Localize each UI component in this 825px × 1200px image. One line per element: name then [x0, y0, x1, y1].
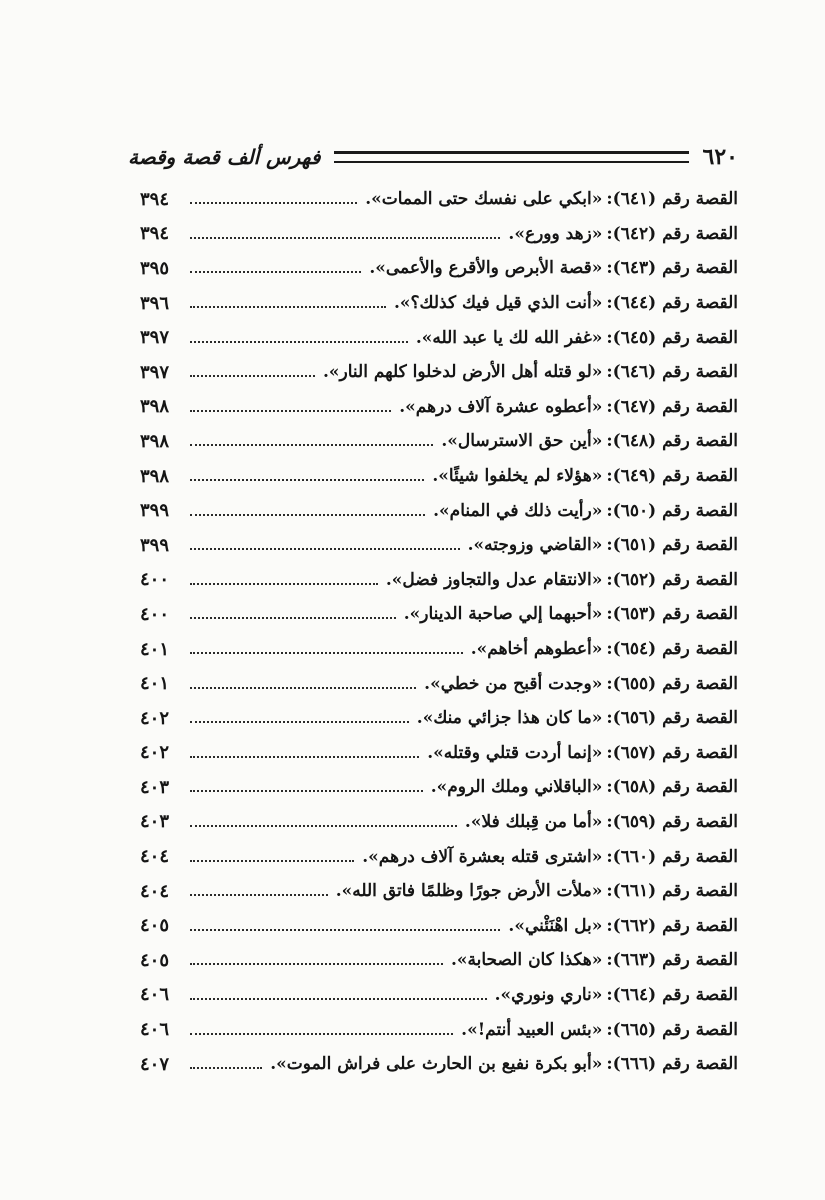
dot-leader — [190, 237, 500, 239]
entry-page-number: ٣٩٦ — [140, 292, 170, 314]
entry-label: القصة رقم (٦٥٦): — [606, 708, 738, 729]
toc-entry — [140, 424, 738, 459]
entry-title: «هؤلاء لم يخلفوا شيئًا». — [432, 466, 603, 487]
entry-title: «اشترى قتله بعشرة آلاف درهم». — [362, 846, 603, 867]
entry-title: «بئس العبيد أنتم!». — [461, 1019, 603, 1040]
toc-entry — [140, 874, 738, 909]
toc-entry — [140, 251, 738, 286]
toc-entry — [140, 736, 738, 771]
entry-page-number: ٤٠٠ — [140, 603, 170, 625]
toc-entry — [140, 217, 738, 252]
table-of-contents — [140, 182, 738, 1081]
entry-label: القصة رقم (٦٦٦): — [606, 1054, 738, 1075]
entry-title: «هكذا كان الصحابة». — [450, 950, 603, 971]
entry-label: القصة رقم (٦٤٤): — [606, 293, 738, 314]
entry-label: القصة رقم (٦٥٥): — [606, 673, 738, 694]
entry-label: القصة رقم (٦٦١): — [606, 881, 738, 902]
toc-entry — [140, 978, 738, 1013]
toc-entry — [140, 908, 738, 943]
toc-entry — [140, 390, 738, 425]
entry-title: «لو قتله أهل الأرض لدخلوا كلهم النار». — [322, 362, 603, 383]
toc-entry — [140, 597, 738, 632]
entry-label: القصة رقم (٦٤٩): — [606, 466, 738, 487]
entry-page-number: ٣٩٨ — [140, 430, 170, 452]
toc-entry — [140, 632, 738, 667]
entry-page-number: ٤٠٥ — [140, 915, 170, 937]
entry-title: «ملأت الأرض جورًا وظلمًا فاتق الله». — [335, 881, 603, 902]
dot-leader — [190, 825, 457, 827]
entry-title: «وجدت أقبح من خطي». — [424, 673, 603, 694]
dot-leader — [190, 548, 460, 550]
entry-title: «الانتقام عدل والتجاوز فضل». — [385, 569, 603, 590]
toc-entry — [140, 1047, 738, 1082]
entry-title: «بل اهْنَئْني». — [508, 915, 603, 936]
entry-title: «ما كان هذا جزائي منك». — [416, 708, 603, 729]
entry-page-number: ٣٩٤ — [140, 188, 170, 210]
dot-leader — [190, 306, 386, 308]
entry-label: القصة رقم (٦٦٠): — [606, 846, 738, 867]
dot-leader — [190, 341, 408, 343]
toc-entry — [140, 839, 738, 874]
dot-leader — [190, 1067, 262, 1069]
entry-title: «أين حق الاسترسال». — [441, 431, 603, 452]
entry-page-number: ٤٠٤ — [140, 846, 170, 868]
toc-entry — [140, 528, 738, 563]
dot-leader — [190, 444, 433, 446]
entry-label: القصة رقم (٦٦٢): — [606, 915, 738, 936]
entry-title: «ابكي على نفسك حتى الممات». — [365, 189, 603, 210]
entry-page-number: ٤٠٢ — [140, 742, 170, 764]
entry-page-number: ٤٠٠ — [140, 569, 170, 591]
dot-leader — [190, 721, 409, 723]
entry-page-number: ٤٠٣ — [140, 811, 170, 833]
dot-leader — [190, 375, 315, 377]
entry-title: «أبو بكرة نفيع بن الحارث على فراش الموت». — [270, 1054, 603, 1075]
entry-label: القصة رقم (٦٤٨): — [606, 431, 738, 452]
entry-title: «رأيت ذلك في المنام». — [433, 500, 603, 521]
entry-label: القصة رقم (٦٥٢): — [606, 569, 738, 590]
dot-leader — [190, 998, 487, 1000]
entry-title: «القاضي وزوجته». — [467, 535, 603, 556]
toc-entry — [140, 182, 738, 217]
entry-page-number: ٣٩٨ — [140, 465, 170, 487]
entry-page-number: ٤٠٧ — [140, 1053, 170, 1075]
entry-label: القصة رقم (٦٦٥): — [606, 1019, 738, 1040]
entry-page-number: ٤٠٦ — [140, 984, 170, 1006]
header-rule — [334, 151, 688, 163]
entry-label: القصة رقم (٦٤٥): — [606, 327, 738, 348]
toc-entry — [140, 493, 738, 528]
toc-entry — [140, 355, 738, 390]
dot-leader — [190, 514, 425, 516]
dot-leader — [190, 963, 443, 965]
entry-label: القصة رقم (٦٤٦): — [606, 362, 738, 383]
entry-label: القصة رقم (٦٦٣): — [606, 950, 738, 971]
entry-label: القصة رقم (٦٥٣): — [606, 604, 738, 625]
toc-entry — [140, 770, 738, 805]
entry-title: «أعطوه عشرة آلاف درهم». — [399, 396, 603, 417]
entry-page-number: ٣٩٧ — [140, 361, 170, 383]
entry-page-number: ٤٠٢ — [140, 707, 170, 729]
entry-label: القصة رقم (٦٤٢): — [606, 223, 738, 244]
dot-leader — [190, 271, 361, 273]
entry-title: «إنما أردت قتلي وقتله». — [427, 742, 603, 763]
dot-leader — [190, 790, 423, 792]
entry-page-number: ٣٩٥ — [140, 257, 170, 279]
entry-page-number: ٣٩٤ — [140, 223, 170, 245]
dot-leader — [190, 652, 463, 654]
toc-entry — [140, 1012, 738, 1047]
entry-label: القصة رقم (٦٥٧): — [606, 742, 738, 763]
entry-label: القصة رقم (٦٥١): — [606, 535, 738, 556]
dot-leader — [190, 617, 396, 619]
running-title: فهرس ألف قصة وقصة — [128, 145, 321, 169]
dot-leader — [190, 202, 357, 204]
dot-leader — [190, 479, 424, 481]
entry-label: القصة رقم (٦٥٩): — [606, 811, 738, 832]
page-number: ٦٢٠ — [702, 144, 738, 170]
entry-title: «أعطوهم أخاهم». — [470, 639, 603, 660]
toc-entry — [140, 701, 738, 736]
dot-leader — [190, 860, 354, 862]
entry-page-number: ٤٠١ — [140, 673, 170, 695]
dot-leader — [190, 929, 500, 931]
dot-leader — [190, 687, 416, 689]
entry-page-number: ٣٩٩ — [140, 500, 170, 522]
entry-page-number: ٤٠٣ — [140, 776, 170, 798]
entry-page-number: ٣٩٧ — [140, 327, 170, 349]
toc-entry — [140, 459, 738, 494]
entry-page-number: ٤٠٤ — [140, 880, 170, 902]
toc-entry — [140, 943, 738, 978]
entry-title: «أحبهما إلي صاحبة الدينار». — [403, 604, 603, 625]
entry-label: القصة رقم (٦٥٨): — [606, 777, 738, 798]
toc-entry — [140, 666, 738, 701]
entry-page-number: ٣٩٩ — [140, 534, 170, 556]
page-header — [128, 140, 738, 174]
entry-title: «أنت الذي قيل فيك كذلك؟». — [393, 293, 603, 314]
entry-label: القصة رقم (٦٤٧): — [606, 396, 738, 417]
entry-title: «الباقلاني وملك الروم». — [430, 777, 603, 798]
dot-leader — [190, 1033, 453, 1035]
entry-label: القصة رقم (٦٤١): — [606, 189, 738, 210]
entry-label: القصة رقم (٦٥٤): — [606, 639, 738, 660]
toc-entry — [140, 563, 738, 598]
dot-leader — [190, 410, 391, 412]
entry-label: القصة رقم (٦٥٠): — [606, 500, 738, 521]
toc-entry — [140, 320, 738, 355]
entry-title: «زهد وورع». — [508, 223, 603, 244]
entry-label: القصة رقم (٦٦٤): — [606, 984, 738, 1005]
dot-leader — [190, 894, 328, 896]
toc-entry — [140, 805, 738, 840]
entry-page-number: ٣٩٨ — [140, 396, 170, 418]
entry-page-number: ٤٠٥ — [140, 949, 170, 971]
toc-entry — [140, 286, 738, 321]
entry-title: «غفر الله لك يا عبد الله». — [415, 327, 603, 348]
entry-title: «قصة الأبرص والأقرع والأعمى». — [369, 258, 603, 279]
entry-title: «ناري ونوري». — [494, 984, 603, 1005]
entry-label: القصة رقم (٦٤٣): — [606, 258, 738, 279]
dot-leader — [190, 756, 419, 758]
entry-title: «أما من قِبلك فلا». — [464, 811, 603, 832]
dot-leader — [190, 583, 378, 585]
entry-page-number: ٤٠٦ — [140, 1019, 170, 1041]
entry-page-number: ٤٠١ — [140, 638, 170, 660]
